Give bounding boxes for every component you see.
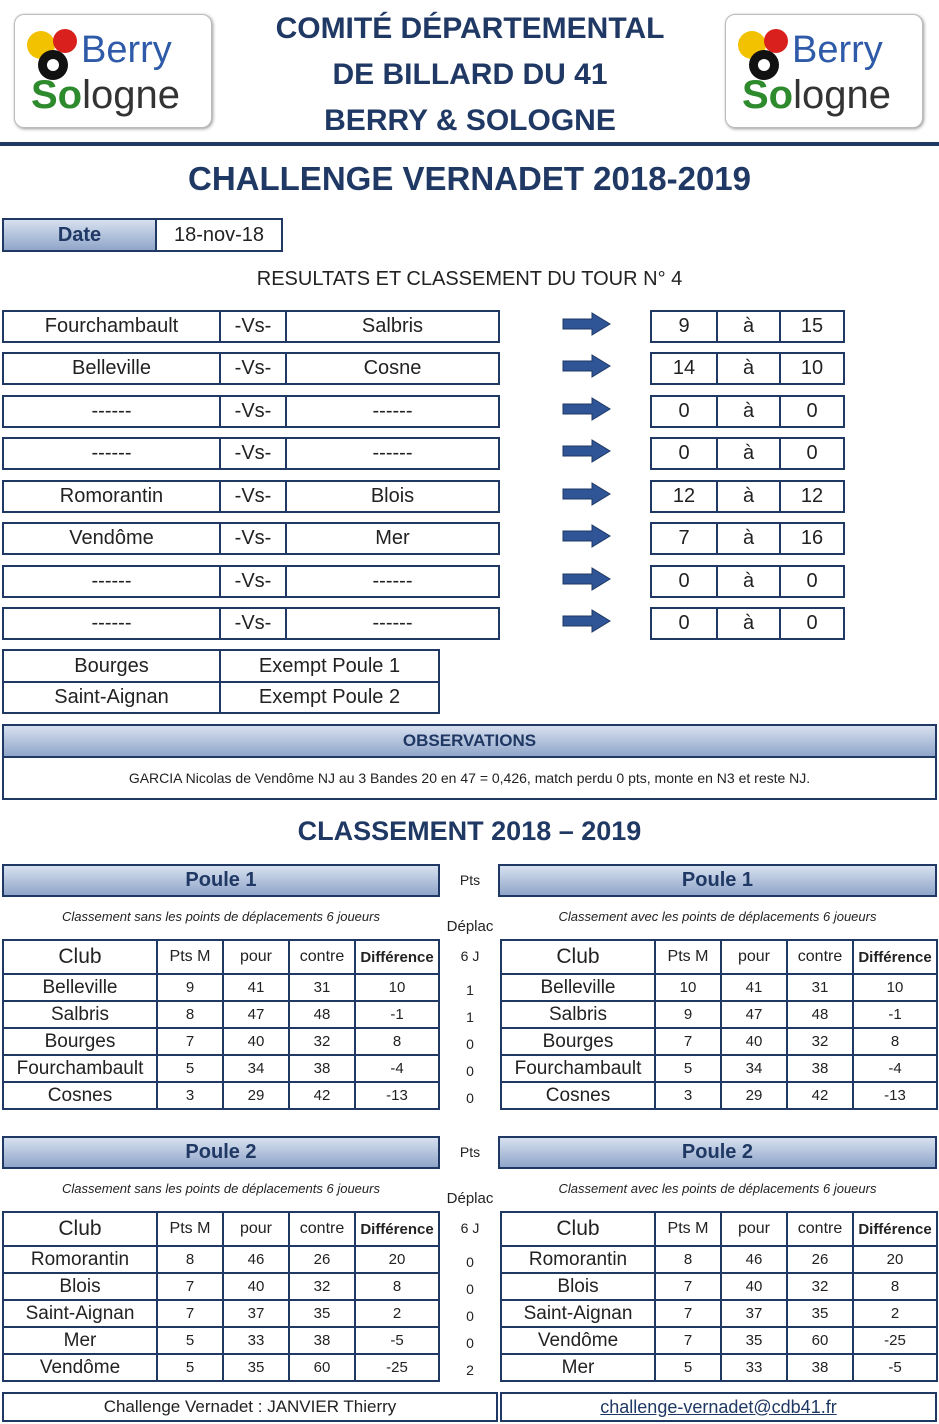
match-score: [650, 607, 845, 640]
stat-cell: 37: [223, 1300, 289, 1327]
score-away: 0: [806, 400, 818, 422]
stat-cell: 7: [655, 1300, 721, 1327]
stat-cell: 9: [655, 1001, 721, 1028]
exempt-club: Saint-Aignan: [54, 686, 169, 708]
score-home: 7: [678, 527, 690, 549]
date-value: 18-nov-18: [173, 223, 265, 246]
stat-cell: -1: [853, 1001, 937, 1028]
match-vs: -Vs-: [234, 570, 272, 592]
match-score: [650, 352, 845, 385]
stat-cell: 10: [355, 974, 439, 1001]
deplac-label: Déplac: [446, 918, 494, 935]
stat-cell: 26: [289, 1246, 355, 1273]
stat-cell: 35: [223, 1354, 289, 1381]
table-row: [3, 1028, 439, 1055]
exempt-club: Bourges: [74, 654, 149, 677]
logo-word-berry: Berry: [792, 29, 883, 71]
score-separator: à: [742, 315, 755, 337]
stat-cell: 35: [721, 1327, 787, 1354]
stat-cell: -13: [853, 1082, 937, 1109]
stat-cell: 7: [157, 1300, 223, 1327]
arrow-right-icon: [562, 481, 612, 507]
arrow-right-icon: [562, 396, 612, 422]
match-away-team: ------: [372, 400, 413, 422]
match-score: [650, 437, 845, 470]
stat-cell: 35: [787, 1300, 853, 1327]
score-separator: à: [742, 400, 755, 422]
match-row: [2, 522, 500, 555]
stat-cell: 8: [355, 1028, 439, 1055]
score-away: 0: [806, 570, 818, 592]
stat-cell: -13: [355, 1082, 439, 1109]
poule-title: Poule 1: [4, 866, 438, 895]
column-header: pour: [223, 940, 289, 974]
score-home: 12: [672, 485, 696, 507]
deplac-value: 0: [466, 1254, 474, 1270]
column-header: pour: [721, 1212, 787, 1246]
stat-cell: 38: [289, 1055, 355, 1082]
poule-subtitle-left: Classement sans les points de déplacements 6 joueurs: [62, 1181, 380, 1196]
stat-cell: 40: [223, 1028, 289, 1055]
column-header: Différence: [355, 1212, 439, 1246]
stat-cell: 5: [655, 1354, 721, 1381]
stat-cell: 40: [721, 1273, 787, 1300]
stat-cell: 42: [787, 1082, 853, 1109]
stat-cell: 8: [157, 1001, 223, 1028]
stat-cell: 9: [157, 974, 223, 1001]
stat-cell: 8: [853, 1028, 937, 1055]
score-home: 0: [678, 570, 690, 592]
club-name: Romorantin: [3, 1246, 157, 1273]
arrow-right-icon: [562, 566, 612, 592]
table-row: [501, 1246, 937, 1273]
arrow-right-icon: [562, 608, 612, 634]
match-score: [650, 395, 845, 428]
arrow-right-icon: [562, 438, 612, 464]
deplac-value: 2: [466, 1362, 474, 1378]
stat-cell: 2: [355, 1300, 439, 1327]
column-header: contre: [289, 1212, 355, 1246]
stat-cell: 29: [721, 1082, 787, 1109]
score-separator: à: [742, 527, 755, 549]
stat-cell: 47: [223, 1001, 289, 1028]
match-away-team: ------: [372, 442, 413, 464]
score-away: 16: [800, 527, 824, 549]
score-home: 0: [678, 442, 690, 464]
match-vs: -Vs-: [234, 315, 272, 337]
match-row: [2, 480, 500, 513]
column-header: Club: [3, 1212, 157, 1246]
club-name: Belleville: [3, 974, 157, 1001]
deplac-label: Déplac: [446, 1190, 494, 1207]
stat-cell: 29: [223, 1082, 289, 1109]
club-name: Bourges: [3, 1028, 157, 1055]
ranking-table: [500, 939, 938, 1110]
club-name: Vendôme: [501, 1327, 655, 1354]
ranking-table: [2, 939, 440, 1110]
title-line-1: COMITÉ DÉPARTEMENTAL: [275, 12, 665, 45]
exempt-label: Exempt Poule 2: [258, 686, 401, 708]
stat-cell: 46: [223, 1246, 289, 1273]
club-name: Cosnes: [3, 1082, 157, 1109]
match-away-team: Mer: [375, 527, 410, 549]
club-name: Cosnes: [501, 1082, 655, 1109]
stat-cell: 47: [721, 1001, 787, 1028]
logo-word-sologne: Sologne: [31, 73, 180, 117]
club-name: Bourges: [501, 1028, 655, 1055]
stat-cell: 5: [157, 1327, 223, 1354]
six-j-label: 6 J: [460, 1220, 480, 1236]
stat-cell: 32: [289, 1028, 355, 1055]
match-row: [2, 395, 500, 428]
match-away-team: Blois: [370, 485, 415, 507]
six-j-label: 6 J: [460, 948, 480, 964]
column-header: Club: [501, 1212, 655, 1246]
match-vs: -Vs-: [234, 485, 272, 507]
club-name: Blois: [501, 1273, 655, 1300]
logo-left: [14, 14, 212, 128]
match-away-team: ------: [372, 570, 413, 592]
stat-cell: 26: [787, 1246, 853, 1273]
table-row: [501, 1001, 937, 1028]
stat-cell: 41: [223, 974, 289, 1001]
stat-cell: 31: [787, 974, 853, 1001]
stat-cell: 2: [853, 1300, 937, 1327]
club-name: Salbris: [3, 1001, 157, 1028]
club-name: Mer: [501, 1354, 655, 1381]
table-row: [3, 1327, 439, 1354]
stat-cell: 41: [721, 974, 787, 1001]
score-away: 0: [806, 612, 818, 634]
stat-cell: 8: [157, 1246, 223, 1273]
classement-title: CLASSEMENT 2018 – 2019: [297, 816, 642, 846]
stat-cell: -25: [355, 1354, 439, 1381]
footer-email: [500, 1392, 937, 1422]
score-separator: à: [742, 357, 755, 379]
stat-cell: 8: [355, 1273, 439, 1300]
observations-box: [2, 724, 937, 800]
stat-cell: -5: [853, 1354, 937, 1381]
title-line-3: BERRY & SOLOGNE: [324, 104, 616, 137]
stat-cell: 35: [289, 1300, 355, 1327]
stat-cell: -5: [355, 1327, 439, 1354]
stat-cell: 33: [721, 1354, 787, 1381]
stat-cell: 32: [289, 1273, 355, 1300]
ranking-table: [2, 1211, 440, 1382]
stat-cell: 5: [655, 1055, 721, 1082]
round-title: RESULTATS ET CLASSEMENT DU TOUR N° 4: [256, 268, 683, 290]
footer-contact: [2, 1392, 498, 1422]
date-label: Date: [4, 220, 155, 250]
poule-title: Poule 1: [500, 866, 935, 895]
stat-cell: 32: [787, 1273, 853, 1300]
table-row: [501, 1273, 937, 1300]
stat-cell: 48: [787, 1001, 853, 1028]
match-away-team: Salbris: [361, 315, 424, 337]
stat-cell: -25: [853, 1327, 937, 1354]
table-row: [501, 1354, 937, 1381]
table-row: [3, 1273, 439, 1300]
match-score: [650, 310, 845, 343]
club-name: Saint-Aignan: [501, 1300, 655, 1327]
match-row: [2, 437, 500, 470]
stat-cell: 40: [721, 1028, 787, 1055]
stat-cell: 37: [721, 1300, 787, 1327]
poule-header-right: [498, 864, 937, 897]
table-row: [501, 974, 937, 1001]
match-vs: -Vs-: [234, 612, 272, 634]
club-name: Mer: [3, 1327, 157, 1354]
match-row: [2, 607, 500, 640]
stat-cell: 60: [289, 1354, 355, 1381]
observations-text: GARCIA Nicolas de Vendôme NJ au 3 Bandes 20 en 47 = 0,426, match perdu 0 pts, monte en N3 et reste NJ.: [128, 770, 811, 786]
table-row: [501, 1082, 937, 1109]
deplac-value: 0: [466, 1036, 474, 1052]
page-title: [250, 6, 690, 144]
club-name: Blois: [3, 1273, 157, 1300]
stat-cell: 46: [721, 1246, 787, 1273]
stat-cell: 7: [157, 1273, 223, 1300]
table-row: [3, 1354, 439, 1381]
pts-label: Pts: [459, 872, 481, 888]
deplac-value: 1: [466, 1009, 474, 1025]
score-home: 0: [678, 612, 690, 634]
match-home-team: Romorantin: [59, 485, 164, 507]
column-header: Différence: [355, 940, 439, 974]
column-header: Club: [501, 940, 655, 974]
arrow-right-icon: [562, 523, 612, 549]
stat-cell: 48: [289, 1001, 355, 1028]
club-name: Belleville: [501, 974, 655, 1001]
stat-cell: 38: [787, 1055, 853, 1082]
poule-subtitle-right: Classement avec les points de déplacements 6 joueurs: [558, 909, 877, 924]
club-name: Fourchambault: [3, 1055, 157, 1082]
match-vs: -Vs-: [234, 527, 272, 549]
poule-title: Poule 2: [4, 1138, 438, 1167]
club-name: Vendôme: [3, 1354, 157, 1381]
stat-cell: 3: [655, 1082, 721, 1109]
score-away: 10: [800, 357, 824, 379]
match-vs: -Vs-: [234, 442, 272, 464]
column-header: Différence: [853, 1212, 937, 1246]
stat-cell: 5: [157, 1354, 223, 1381]
table-row: [501, 1327, 937, 1354]
match-row: [2, 565, 500, 598]
date-box: [2, 218, 283, 252]
match-home-team: ------: [91, 612, 132, 634]
table-row: [3, 1300, 439, 1327]
stat-cell: 7: [655, 1028, 721, 1055]
match-vs: -Vs-: [234, 400, 272, 422]
stat-cell: 20: [355, 1246, 439, 1273]
title-line-2: DE BILLARD DU 41: [332, 58, 608, 91]
club-name: Romorantin: [501, 1246, 655, 1273]
deplac-value: 0: [466, 1308, 474, 1324]
pts-label: Pts: [459, 1144, 481, 1160]
stat-cell: -4: [853, 1055, 937, 1082]
score-separator: à: [742, 612, 755, 634]
stat-cell: 42: [289, 1082, 355, 1109]
stat-cell: 10: [853, 974, 937, 1001]
deplac-value: 0: [466, 1090, 474, 1106]
column-header: contre: [787, 940, 853, 974]
stat-cell: 3: [157, 1082, 223, 1109]
stat-cell: 31: [289, 974, 355, 1001]
arrow-right-icon: [562, 311, 612, 337]
exempt-box: [2, 649, 440, 714]
club-name: Saint-Aignan: [3, 1300, 157, 1327]
column-header: Différence: [853, 940, 937, 974]
logo-word-sologne: Sologne: [742, 73, 891, 117]
stat-cell: 7: [655, 1273, 721, 1300]
arrow-right-icon: [562, 353, 612, 379]
column-header: contre: [289, 940, 355, 974]
score-home: 9: [678, 315, 690, 337]
stat-cell: 7: [655, 1327, 721, 1354]
match-home-team: ------: [91, 570, 132, 592]
column-header: contre: [787, 1212, 853, 1246]
score-away: 0: [806, 442, 818, 464]
email-link[interactable]: challenge-vernadet@cdb41.fr: [600, 1396, 837, 1417]
match-row: [2, 352, 500, 385]
club-name: Salbris: [501, 1001, 655, 1028]
table-row: [3, 1055, 439, 1082]
column-header: pour: [223, 1212, 289, 1246]
score-separator: à: [742, 442, 755, 464]
deplac-value: 0: [466, 1335, 474, 1351]
stat-cell: 32: [787, 1028, 853, 1055]
column-header: pour: [721, 940, 787, 974]
poule-header-left: [2, 1136, 440, 1169]
table-row: [501, 1300, 937, 1327]
page-header: [0, 0, 939, 146]
stat-cell: 38: [289, 1327, 355, 1354]
observations-title: OBSERVATIONS: [4, 726, 935, 756]
poule-subtitle-left: Classement sans les points de déplacements 6 joueurs: [62, 909, 380, 924]
match-away-team: Cosne: [363, 357, 422, 379]
match-score: [650, 522, 845, 555]
stat-cell: 38: [787, 1354, 853, 1381]
deplac-value: 1: [466, 982, 474, 998]
table-row: [501, 1028, 937, 1055]
stat-cell: 60: [787, 1327, 853, 1354]
table-row: [501, 1055, 937, 1082]
score-separator: à: [742, 570, 755, 592]
match-score: [650, 480, 845, 513]
poule-title: Poule 2: [500, 1138, 935, 1167]
table-row: [3, 974, 439, 1001]
poule-subtitle-right: Classement avec les points de déplacements 6 joueurs: [558, 1181, 877, 1196]
stat-cell: 7: [157, 1028, 223, 1055]
match-row: [2, 310, 500, 343]
logo-word-berry: Berry: [81, 29, 172, 71]
match-score: [650, 565, 845, 598]
match-vs: -Vs-: [234, 357, 272, 379]
stat-cell: 34: [721, 1055, 787, 1082]
table-row: [3, 1082, 439, 1109]
score-away: 15: [800, 315, 824, 337]
stat-cell: -4: [355, 1055, 439, 1082]
match-home-team: Belleville: [72, 357, 151, 379]
score-separator: à: [742, 485, 755, 507]
stat-cell: 34: [223, 1055, 289, 1082]
stat-cell: 40: [223, 1273, 289, 1300]
match-away-team: ------: [372, 612, 413, 634]
stat-cell: 33: [223, 1327, 289, 1354]
score-home: 0: [678, 400, 690, 422]
poule-header-left: [2, 864, 440, 897]
column-header: Club: [3, 940, 157, 974]
footer-contact-text: Challenge Vernadet : JANVIER Thierry: [103, 1397, 397, 1416]
table-row: [3, 1001, 439, 1028]
match-home-team: Vendôme: [69, 527, 154, 549]
score-home: 14: [672, 357, 696, 379]
stat-cell: -1: [355, 1001, 439, 1028]
deplac-value: 0: [466, 1281, 474, 1297]
match-home-team: ------: [91, 400, 132, 422]
score-away: 12: [800, 485, 824, 507]
stat-cell: 8: [853, 1273, 937, 1300]
challenge-title: CHALLENGE VERNADET 2018-2019: [188, 160, 751, 197]
column-header: Pts M: [655, 940, 721, 974]
stat-cell: 8: [655, 1246, 721, 1273]
club-name: Fourchambault: [501, 1055, 655, 1082]
stat-cell: 5: [157, 1055, 223, 1082]
column-header: Pts M: [157, 940, 223, 974]
ranking-table: [500, 1211, 938, 1382]
stat-cell: 10: [655, 974, 721, 1001]
stat-cell: 20: [853, 1246, 937, 1273]
match-home-team: ------: [91, 442, 132, 464]
logo-right: [725, 14, 923, 128]
exempt-label: Exempt Poule 1: [258, 654, 401, 677]
poule-header-right: [498, 1136, 937, 1169]
column-header: Pts M: [157, 1212, 223, 1246]
match-home-team: Fourchambault: [44, 315, 179, 337]
deplac-value: 0: [466, 1063, 474, 1079]
column-header: Pts M: [655, 1212, 721, 1246]
table-row: [3, 1246, 439, 1273]
